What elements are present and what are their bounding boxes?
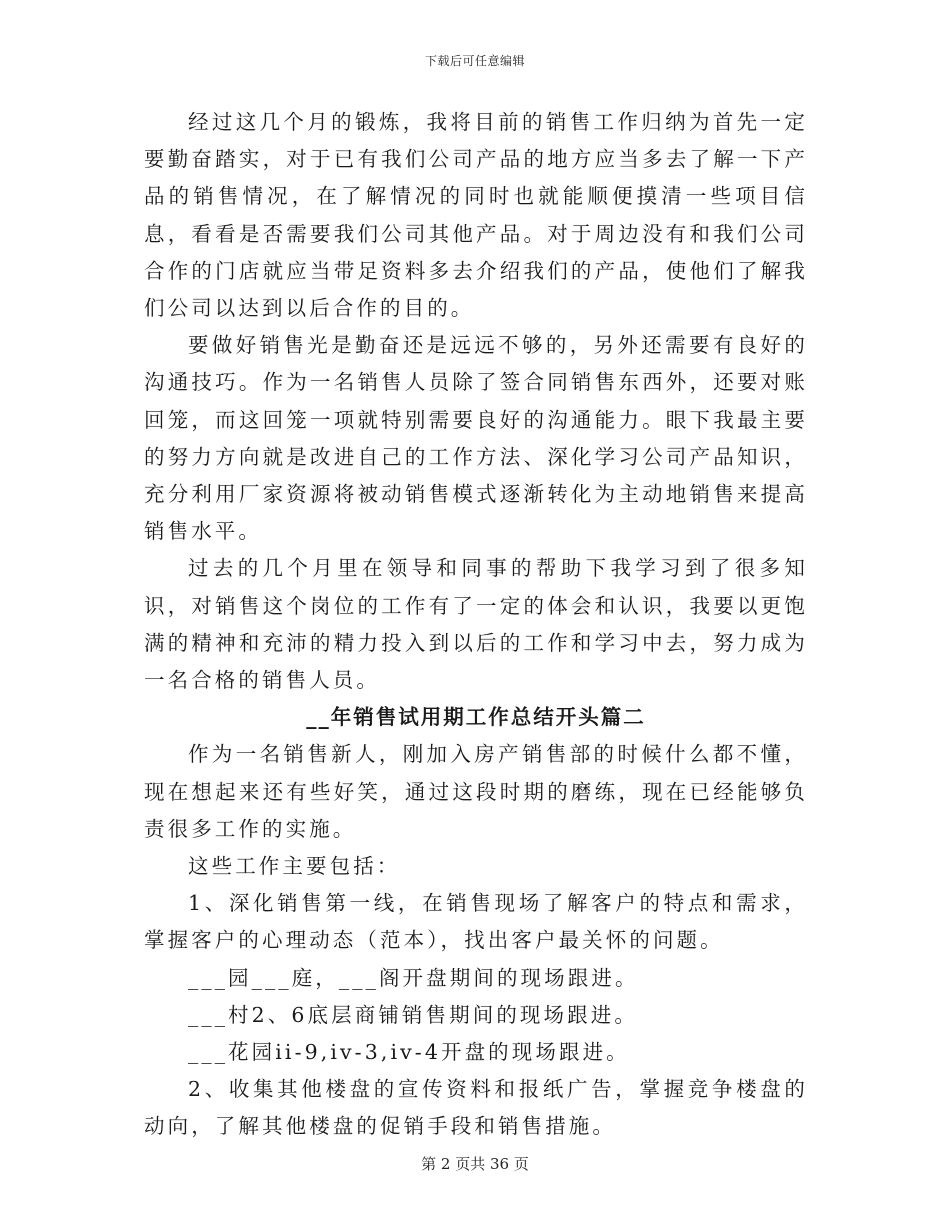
page-footer: 第 2 页共 36 页 — [421, 1155, 529, 1173]
document-body — [144, 104, 808, 1146]
paragraph-training-summary: 经过这几个月的锻炼，我将目前的销售工作归纳为首先一定要勤奋踏实，对于已有我们公司产品的地方应当多去了解一下产品的销售情况，在了解情况的同时也就能顺便摸清一些项目信息，看看是否需要我们公司其他产品。对于周边没有和我们公司合作的门店就应当带足资料多去介绍我们的产品，使他们了解我们公司以达到以后合作的目的。 — [144, 110, 808, 321]
paragraph-communication-skills: 要做好销售光是勤奋还是远远不够的，另外还需要有良好的沟通技巧。作为一名销售人员除了签合同销售东西外，还要对账回笼，而这回笼一项就特别需要良好的沟通能力。眼下我最主要的努力方向就是改进自己的工作方法、深化学习公司产品知识，充分利用厂家资源将被动销售模式逐渐转化为主动地销售来提高销售水平。 — [144, 333, 808, 544]
page-header: 下载后可任意编辑 — [424, 54, 525, 68]
list-item-frontline-sales: 1、深化销售第一线，在销售现场了解客户的特点和需求，掌握客户的心理动态（范本），找出客户最关怀的问题。 — [144, 891, 808, 953]
section-heading: __年销售试用期工作总结开头篇二 — [306, 705, 646, 730]
list-item-opening-followup-1: ___园___庭，___阁开盘期间的现场跟进。 — [188, 965, 639, 990]
paragraph-past-months: 过去的几个月里在领导和同事的帮助下我学习到了很多知识，对销售这个岗位的工作有了一定的体会和认识，我要以更饱满的精神和充沛的精力投入到以后的工作和学习中去，努力成为一名合格的销售人员。 — [144, 556, 808, 693]
paragraph-new-salesperson: 作为一名销售新人，刚加入房产销售部的时候什么都不懂，现在想起来还有些好笑，通过这段时期的磨练，现在已经能够负责很多工作的实施。 — [144, 742, 808, 841]
list-item-opening-followup-3: ___花园ii-9,iv-3,iv-4开盘的现场跟进。 — [188, 1040, 630, 1065]
paragraph-work-includes: 这些工作主要包括： — [188, 854, 401, 879]
list-item-opening-followup-2: ___村2、6底层商铺销售期间的现场跟进。 — [188, 1002, 638, 1027]
list-item-competitor-research: 2、收集其他楼盘的宣传资料和报纸广告，掌握竞争楼盘的动向，了解其他楼盘的促销手段和销售措施。 — [144, 1077, 808, 1139]
